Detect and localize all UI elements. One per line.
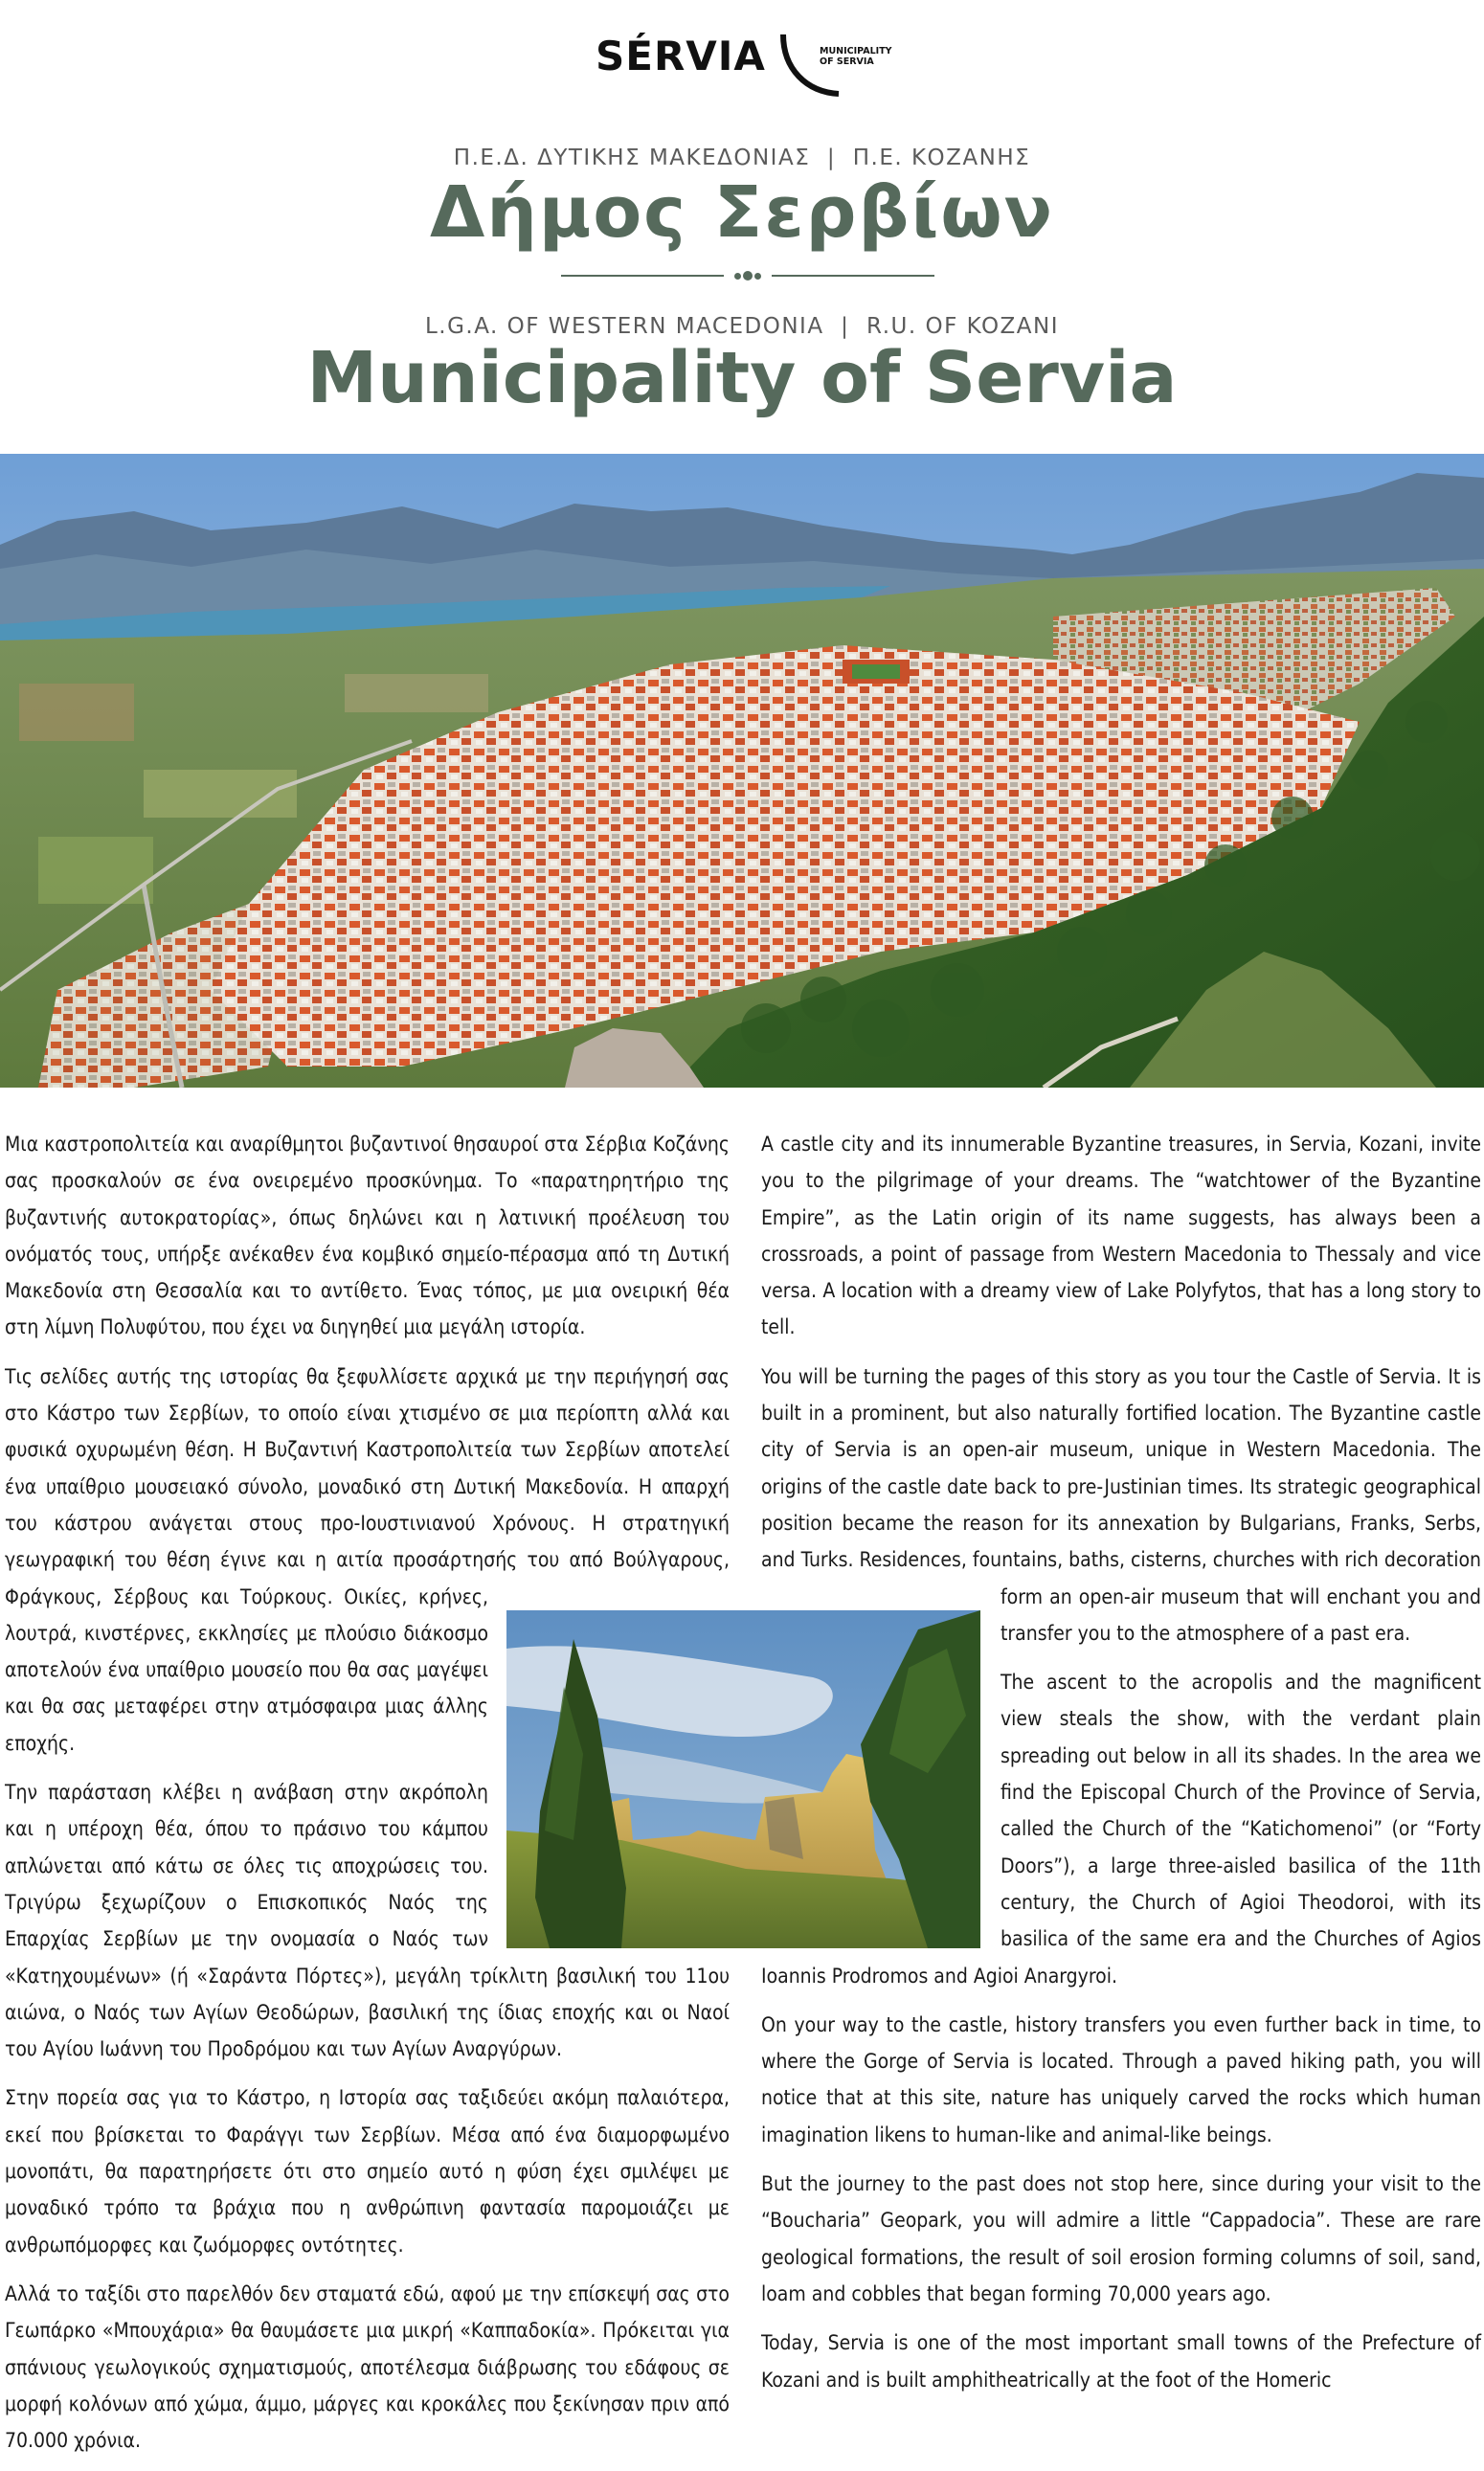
municipality-logo: [0, 17, 1484, 94]
logo-wordmark: SÉRVIA: [596, 33, 766, 79]
english-text-column: [761, 1126, 1481, 2411]
greek-paragraph-4: Στην πορεία σας για το Κάστρο, η Ιστορία σας ταξιδεύει ακόμη παλαιότερα, εκεί που βρίσκεται το Φαράγγι των Σερβίων. Μέσα από ένα διαμορφωμένο μονοπάτι, θα παρατηρήσετε ότι στο σημείο αυτό η φύση έχει σμιλέψει με μοναδικό τρόπο τα βράχια που η ανθρώπινη φαντασία παρομοιάζει με ανθρωπόμορφες και ζωόμορφες οντότητες.: [5, 2086, 730, 2257]
logo-tagline-line2: OF SERVIA: [820, 56, 874, 67]
english-paragraph-2-text: You will be turning the pages of this story as you tour the Castle of Servia. It is built in a prominent, but also naturally fortified location. The Byzantine castle city of Servia is an open-air museum, unique in Western Macedonia. The origins of the castle date back to pre-Justinian times. Its strategic geographical position became the reason for its annexation by Bulgarians, Franks, Serbs, and Turks. Residences, fountains, baths, cisterns, churches with rich decoration form an open-air museum that will enchant you and transfer you to the atmosphere of a past era.: [761, 1364, 1481, 1645]
greek-paragraph-3: Την παράσταση κλέβει η ανάβαση στην ακρόπολη και η υπέροχη θέα, όπου το πράσινο του κάμπου απλώνεται από κάτω σε όλες τις αποχρώσεις του. Τριγύρω ξεχωρίζουν ο Επισκοπικός Ναός της Επαρχίας Σερβίων με την ονομασία ο Ναός των «Κατηχουμένων» (ή «Σαράντα Πόρτες»), μεγάλη τρίκλιτη βασιλική του 11ου αιώνα, ο Ναός των Αγίων Θεοδώρων, βασιλική της ίδιας εποχής και οι Ναοί του Αγίου Ιωάννη του Προδρόμου και των Αγίων Αναργύρων.: [5, 1781, 730, 2061]
logo-tagline: [820, 46, 892, 67]
english-paragraph-2: [761, 1359, 1481, 1651]
greek-paragraph-1: Μια καστροπολιτεία και αναρίθμητοι βυζαντινοί θησαυροί στα Σέρβια Κοζάνης σας προσκαλούν σε ένα ονειρεμένο προσκύνημα. Το «παρατηρητήριο της βυζαντινής αυτοκρατορίας», όπως δηλώνει και η λατινική προέλευση του ονόματός τους, υπήρξε ανέκαθεν ένα κομβικό σημείο-πέρασμα από τη Δυτική Μακεδονία στη Θεσσαλία και το αντίθετο. Ένας τόπος, με μια ονειρική θέα στη λίμνη Πολυφύτου, που έχει να διηγηθεί μια μεγάλη ιστορία.: [5, 1133, 730, 1339]
english-paragraph-6: Today, Servia is one of the most important small towns of the Prefecture of Kozani and is built amphitheatrically at the foot of the Homeric: [761, 2331, 1481, 2392]
divider-line-left: [561, 275, 724, 277]
divider-line-right: [772, 275, 934, 277]
ornamental-divider: [561, 270, 934, 281]
greek-subtitle: Π.Ε.Δ. ΔΥΤΙΚΗΣ ΜΑΚΕΔΟΝΙΑΣ | Π.Ε. ΚΟΖΑΝΗΣ: [453, 146, 1031, 170]
english-title: Municipality of Servia: [306, 337, 1178, 419]
english-paragraph-5: But the journey to the past does not stop here, since during your visit to the “Boucharia” Geopark, you will admire a little “Cappadocia”. These are rare geological formations, the result of soil erosion forming columns of soil, sand, loam and cobbles that began forming 70,000 years ago.: [761, 2172, 1481, 2305]
english-subtitle: L.G.A. OF WESTERN MACEDONIA | R.U. OF KOZANI: [424, 314, 1060, 339]
english-paragraph-1: A castle city and its innumerable Byzantine treasures, in Servia, Kozani, invite you to the pilgrimage of your dreams. The “watchtower of the Byzantine Empire”, as the Latin origin of its name suggests, has always been a crossroads, a point of passage from Western Macedonia to Thessaly and vice versa. A location with a dreamy view of Lake Polyfytos, that has a long story to tell.: [761, 1133, 1481, 1339]
greek-paragraph-2-text: Τις σελίδες αυτής της ιστορίας θα ξεφυλλίσετε αρχικά με την περιήγησή σας στο Κάστρο των Σερβίων, το οποίο είναι χτισμένο σε μια περίοπτη αλλά και φυσικά οχυρωμένη θέση. Η Βυζαντινή Καστροπολιτεία των Σερβίων αποτελεί ένα υπαίθριο μουσειακό σύνολο, μοναδικό στη Δυτική Μακεδονία. Η απαρχή του κάστρου ανάγεται στους προ-Ιουστινιανού Χρόνους. Η στρατηγική γεωγραφική του θέση έγινε και η αιτία προσάρτησής του από Βούλγαρους, Φράγκους, Σέρβους και Τούρκους. Οικίες, κρήνες, λουτρά, κινστέρνες, εκκλησίες με πλούσιο διάκοσμο αποτελούν ένα υπαίθριο μουσείο που θα σας μαγέψει και θα σας μεταφέρει στην ατμόσφαιρα μιας άλλης εποχής.: [5, 1364, 730, 1755]
greek-paragraph-2: [5, 1359, 730, 1762]
english-paragraph-4: On your way to the castle, history transfers you even further back in time, to where the Gorge of Servia is located. Through a paved hiking path, you will notice that at this site, nature has uniquely carved the rocks which human imagination likens to human-like and animal-like beings.: [761, 2012, 1481, 2146]
greek-paragraph-5: Αλλά το ταξίδι στο παρελθόν δεν σταματά εδώ, αφού με την επίσκεψή σας στο Γεωπάρκο «Μπουχάρια» θα θαυμάσετε μια μικρή «Καππαδοκία». Πρόκειται για σπάνιους γεωλογικούς σχηματισμούς, αποτέλεσμα διάβρωσης του εδάφους σε μορφή κολόνων από χώμα, άμμο, μάργες και κροκάλες που ξεκίνησαν πριν από 70.000 χρόνια.: [5, 2281, 730, 2453]
logo-tagline-line1: MUNICIPALITY: [820, 46, 892, 56]
hero-photo-aerial-town: [0, 454, 1484, 1088]
greek-text-column: [5, 1126, 730, 2471]
divider-dots-icon: [731, 270, 764, 281]
english-paragraph-3: The ascent to the acropolis and the magnificent view steals the show, with the verdant plain spreading out below in all its shades. In the area we find the Episcopal Church of the Province of Servia, called the Church of the “Katichomenoi” (or “Forty Doors”), a large three-aisled basilica of the 11th century, the Church of Agioi Theodoroi, with its basilica of the same era and the Churches of Agios Ioannis Prodromos and Agioi Anargyroi.: [761, 1671, 1481, 1988]
greek-title: Δήμος Σερβίων: [429, 171, 1055, 254]
